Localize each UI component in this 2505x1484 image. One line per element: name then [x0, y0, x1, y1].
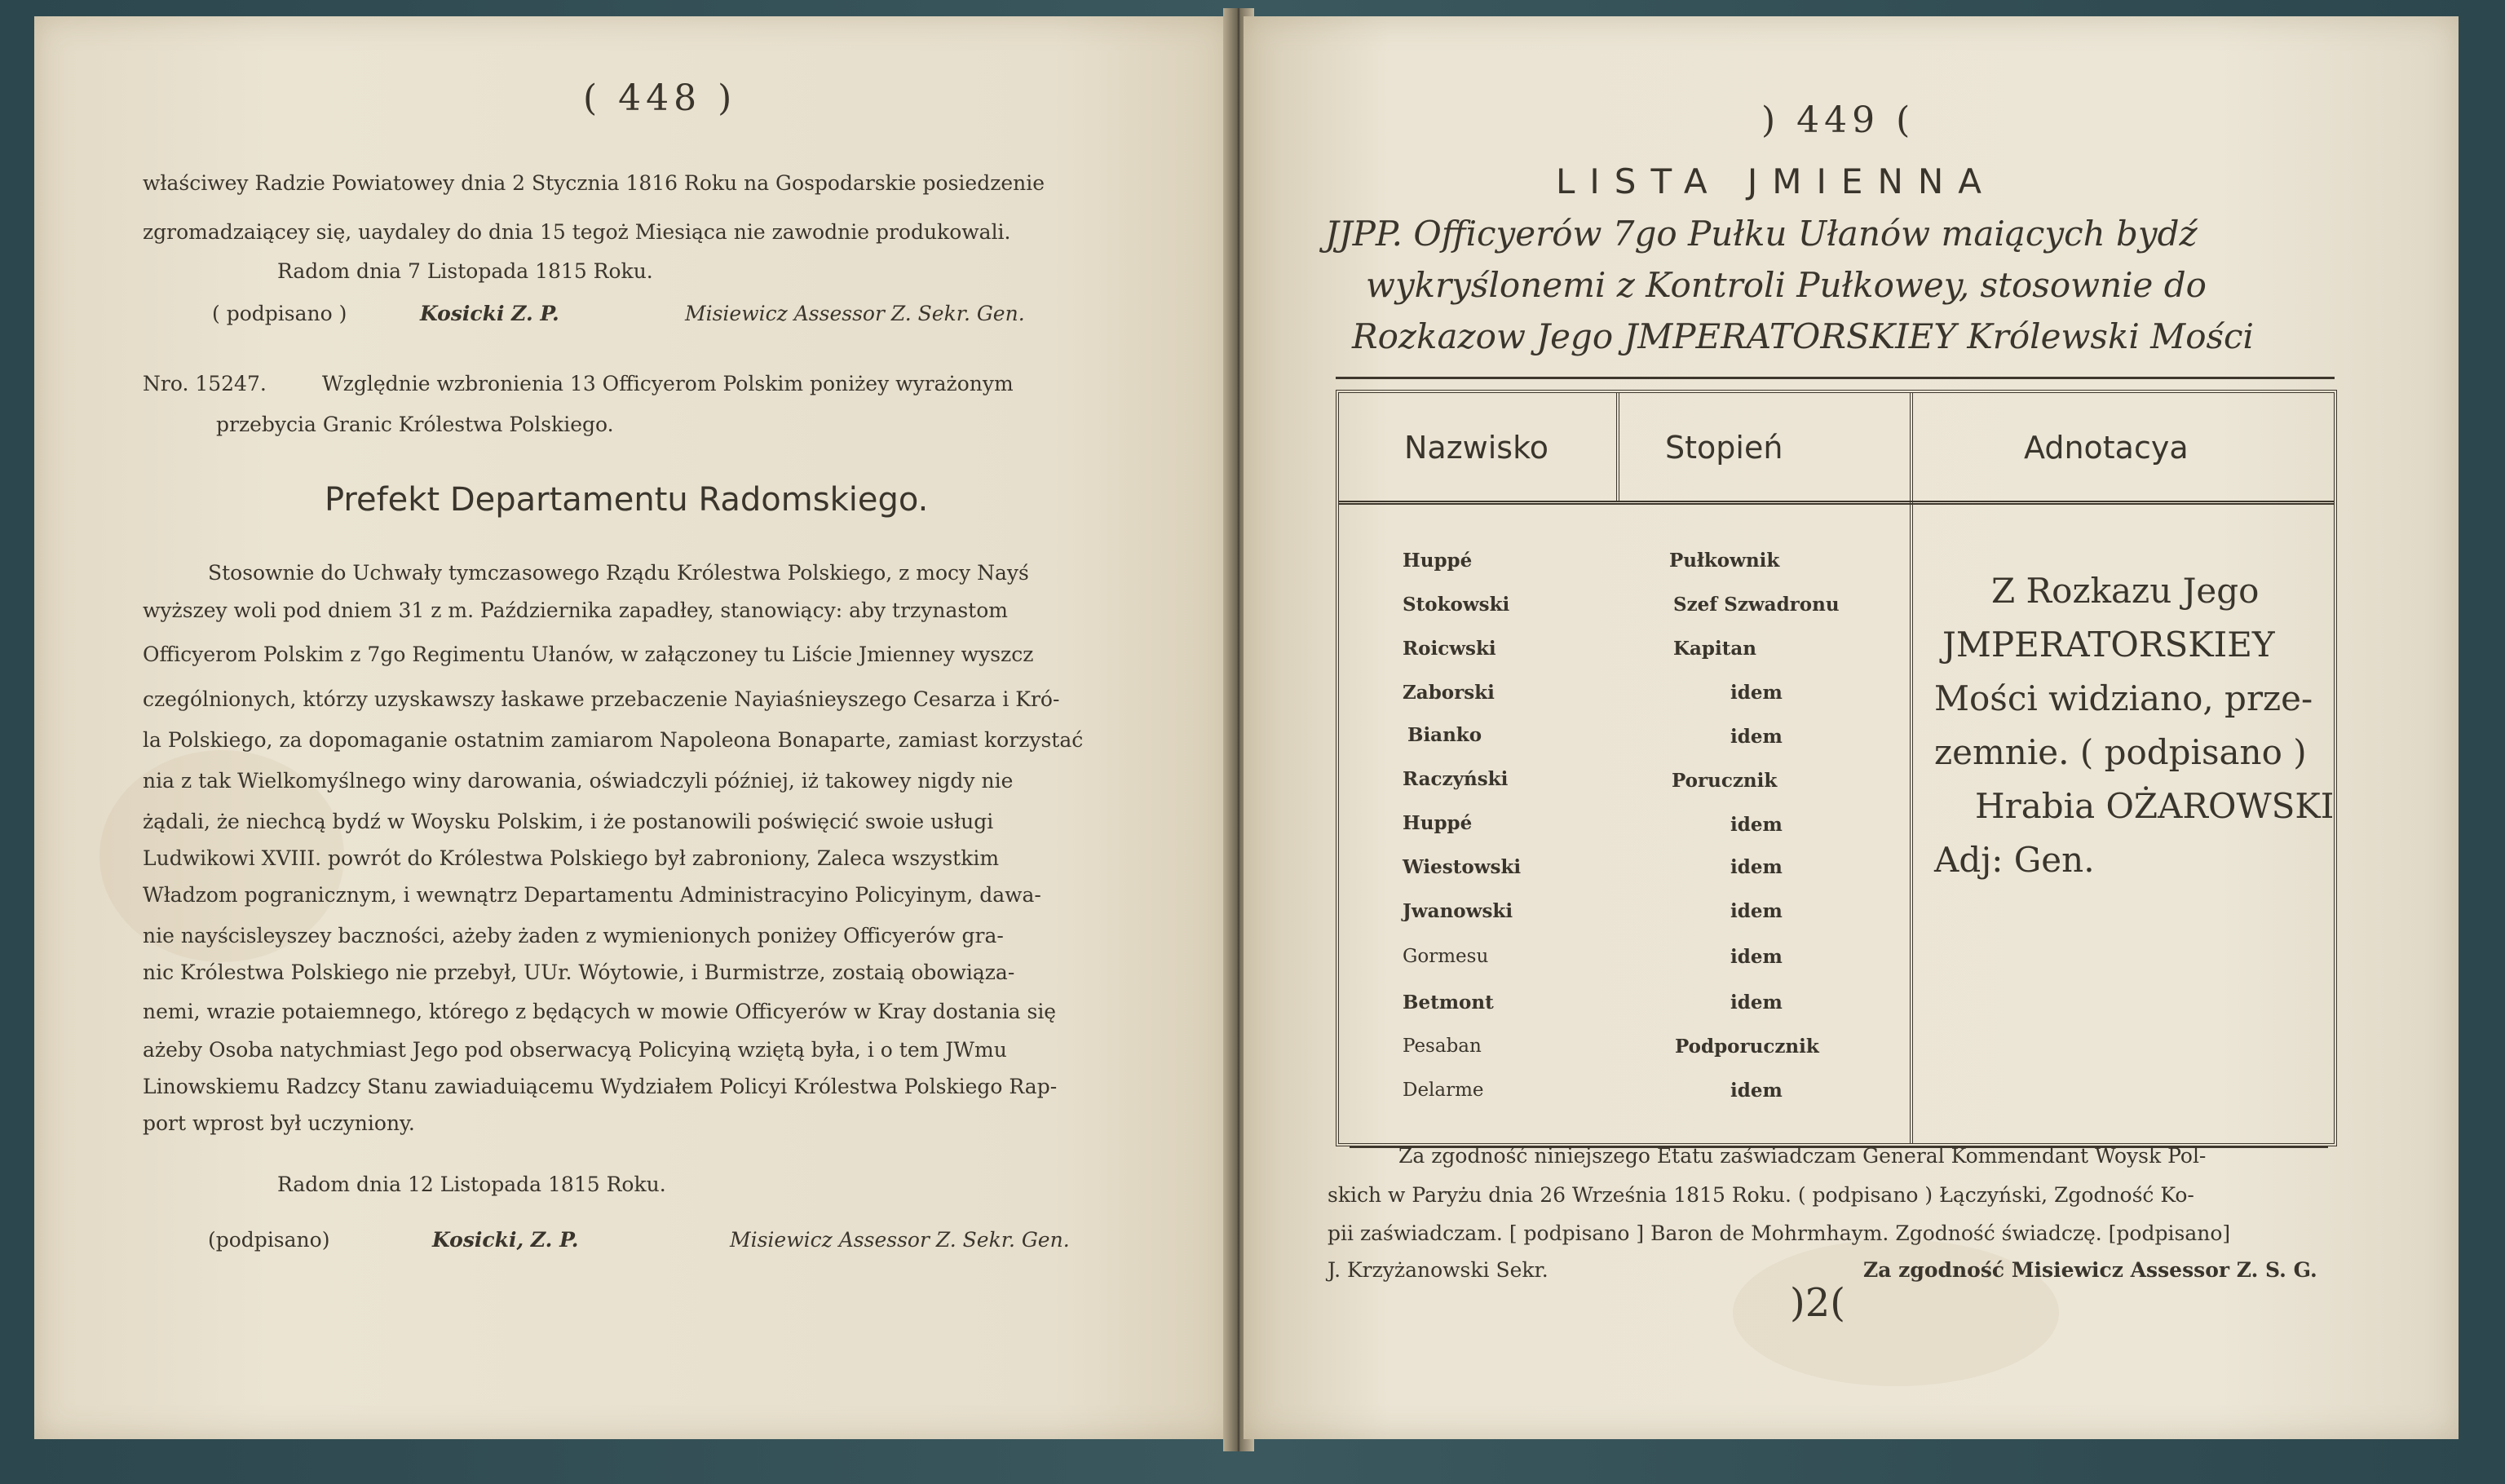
table-row-rank: Porucznik — [1672, 770, 1778, 792]
officers-table — [1336, 390, 2337, 1146]
prefect-heading: Prefekt Departamentu Radomskiego. — [325, 481, 929, 519]
body-line: żądali, że niechcą bydź w Woysku Polskim, i że postanowili poświęcić swoie usługi — [143, 810, 994, 833]
annotation-line: Z Rozkazu Jego — [1991, 571, 2260, 611]
list-subtitle-line: JJPP. Officyerów 7go Pułku Ułanów maiących bydź — [1325, 214, 2198, 254]
date-line: Radom dnia 7 Listopada 1815 Roku. — [277, 259, 653, 283]
signature-secretary-2: Misiewicz Assessor Z. Sekr. Gen. — [730, 1228, 1070, 1252]
body-line: la Polskiego, za dopomaganie ostatnim zamiarom Napoleona Bonaparte, zamiast korzystać — [143, 728, 1084, 752]
body-line: wyższey woli pod dniem 31 z m. Października zapadłey, stanowiący: aby trzynastom — [143, 598, 1008, 622]
table-row-rank: idem — [1730, 726, 1783, 748]
header-name: Nazwisko — [1404, 430, 1549, 466]
table-row-name: Betmont — [1403, 992, 1494, 1014]
table-row-name: Gormesu — [1403, 946, 1489, 967]
table-row-name: Huppé — [1403, 550, 1473, 572]
signature-name-2: Kosicki, Z. P. — [432, 1228, 579, 1252]
list-title: LISTA JMIENNA — [1556, 161, 1997, 201]
footer-attestation: Za zgodność Misiewicz Assessor Z. S. G. — [1863, 1258, 2317, 1282]
body-line: Officyerom Polskim z 7go Regimentu Ułanów, w załączoney tu Liście Jmienney wyszcz — [143, 643, 1034, 666]
date-line-2: Radom dnia 12 Listopada 1815 Roku. — [277, 1173, 666, 1196]
body-line: nic Królestwa Polskiego nie przebył, UUr. Wóytowie, i Burmistrze, zostaią obowiąza- — [143, 961, 1015, 984]
table-row-rank: idem — [1730, 946, 1783, 968]
right-page-number: ) 449 ( — [1761, 99, 1915, 141]
table-row-name: Delarme — [1403, 1080, 1484, 1101]
body-line: Linowskiemu Radzcy Stanu zawiaduiącemu Wydziałem Policyi Królestwa Polskiego Rap- — [143, 1075, 1058, 1098]
body-line: ażeby Osoba natychmiast Jego pod obserwacyą Policyiną wziętą była, i o tem JWmu — [143, 1038, 1007, 1062]
text-line: zgromadzaiącey się, uaydaley do dnia 15 tegoż Miesiąca nie zawodnie produkowali. — [143, 220, 1011, 244]
table-row-rank: idem — [1730, 814, 1783, 836]
table-row-rank: idem — [1730, 856, 1783, 878]
header-rank: Stopień — [1665, 430, 1783, 466]
table-row-name: Jwanowski — [1403, 900, 1513, 922]
table-row-rank: idem — [1730, 900, 1783, 922]
decree-number: Nro. 15247. — [143, 372, 267, 395]
body-line: Ludwikowi XVIII. powrót do Królestwa Polskiego był zabroniony, Zaleca wszystkim — [143, 846, 1000, 870]
body-line: czególnionych, którzy uzyskawszy łaskawe przebaczenie Nayiaśnieyszego Cesarza i Kró- — [143, 687, 1060, 711]
signed-label-2: (podpisano) — [208, 1228, 330, 1252]
table-row-name: Bianko — [1407, 724, 1482, 746]
column-divider — [1910, 393, 1913, 1143]
list-subtitle-line: wykryślonemi z Kontroli Pułkowey, stosownie do — [1366, 265, 2207, 305]
table-row-rank: Szef Szwadronu — [1673, 594, 1840, 616]
table-row-name: Pesaban — [1403, 1036, 1482, 1057]
table-row-rank: Pułkownik — [1669, 550, 1780, 572]
footer-line: pii zaświadczam. [ podpisano ] Baron de Mohrmhaym. Zgodność świadczę. [podpisano] — [1328, 1221, 2231, 1245]
left-page-number: ( 448 ) — [583, 77, 737, 119]
annotation-line: Adj: Gen. — [1934, 840, 2095, 880]
decree-text: przebycia Granic Królestwa Polskiego. — [216, 413, 614, 436]
annotation-line: zemnie. ( podpisano ) — [1934, 732, 2307, 772]
body-line: Władzom pogranicznym, i wewnątrz Departamentu Administracyino Policyinym, dawa- — [143, 883, 1041, 907]
footer-line: skich w Paryżu dnia 26 Września 1815 Roku. ( podpisano ) Łączyński, Zgodność Ko- — [1328, 1183, 2194, 1207]
table-row-rank: idem — [1730, 1080, 1783, 1102]
table-row-rank: Podporucznik — [1675, 1036, 1819, 1058]
table-row-rank: idem — [1730, 992, 1783, 1014]
body-line: nemi, wrazie potaiemnego, którego z będących w mowie Officyerów w Kray dostania się — [143, 1000, 1057, 1023]
annotation-line: Hrabia OŻAROWSKI — [1975, 786, 2335, 826]
table-row-name: Roicwski — [1403, 638, 1496, 660]
table-row-name: Stokowski — [1403, 594, 1510, 616]
table-row-name: Raczyński — [1403, 768, 1509, 790]
title-rule — [1336, 377, 2335, 379]
body-line: nie nayścisleyszey baczności, ażeby żaden z wymienionych poniżey Officyerów gra- — [143, 924, 1004, 947]
body-line: nia z tak Wielkomyślnego winy darowania, oświadczyli później, iż takowey nigdy nie — [143, 769, 1014, 793]
annotation-line: JMPERATORSKIEY — [1942, 625, 2275, 665]
list-subtitle-line: Rozkazow Jego JMPERATORSKIEY Królewski Mości — [1352, 316, 2254, 356]
body-line: port wprost był uczyniony. — [143, 1111, 415, 1135]
signature-mark: )2( — [1790, 1280, 1845, 1326]
table-row-name: Huppé — [1403, 812, 1473, 834]
annotation-line: Mości widziano, prze- — [1934, 678, 2313, 718]
signature-secretary: Misiewicz Assessor Z. Sekr. Gen. — [685, 302, 1025, 325]
header-annotation: Adnotacya — [2024, 430, 2189, 466]
table-row-name: Zaborski — [1403, 682, 1495, 704]
footer-line: Za zgodność niniejszego Etatu zaświadczam General Kommendant Woysk Pol- — [1398, 1144, 2207, 1168]
signature-name: Kosicki Z. P. — [420, 302, 559, 325]
table-row-rank: idem — [1730, 682, 1783, 704]
column-divider — [1616, 393, 1619, 501]
body-line: Stosownie do Uchwały tymczasowego Rządu Królestwa Polskiego, z mocy Nayś — [208, 561, 1029, 585]
footer-line: J. Krzyżanowski Sekr. — [1328, 1258, 1549, 1282]
signed-label: ( podpisano ) — [212, 302, 347, 325]
table-row-rank: Kapitan — [1673, 638, 1756, 660]
text-line: właściwey Radzie Powiatowey dnia 2 Stycznia 1816 Roku na Gospodarskie posiedzenie — [143, 171, 1045, 195]
table-row-name: Wiestowski — [1403, 856, 1522, 878]
decree-text: Względnie wzbronienia 13 Officyerom Polskim poniżey wyrażonym — [322, 372, 1014, 395]
